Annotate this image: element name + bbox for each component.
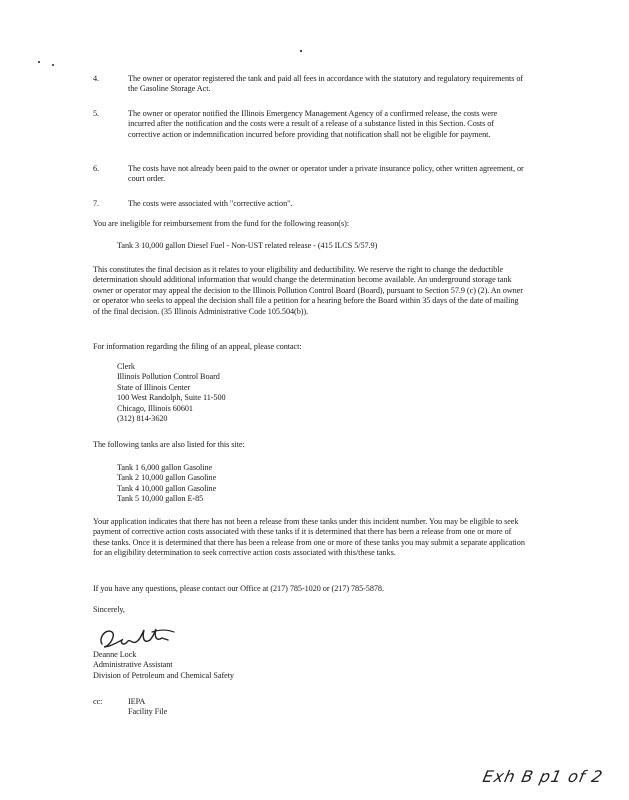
- contact-line: 100 West Randolph, Suite 11-500: [117, 393, 226, 403]
- tank-item: Tank 2 10,000 gallon Gasoline: [117, 473, 217, 483]
- item-text: The owner or operator registered the tank and paid all fees in accordance with the statutory and regulatory requirements of the Gasoline Storage Act.: [128, 74, 524, 94]
- tank-list: [117, 463, 517, 505]
- handwritten-exhibit-note: Exh B p1 of 2: [480, 767, 606, 786]
- tank-item: Tank 5 10,000 gallon E-85: [117, 494, 204, 504]
- item-text: The costs were associated with "corrective action".: [128, 199, 293, 208]
- contact-line: Illinois Pollution Control Board: [117, 372, 220, 382]
- cc-item: IEPA: [128, 697, 146, 706]
- contact-line: State of Illinois Center: [117, 382, 191, 392]
- scan-speck: [38, 61, 40, 63]
- signature-block: [93, 650, 234, 681]
- scan-speck: [52, 64, 54, 66]
- contact-line: Chicago, Illinois 60601: [117, 403, 193, 413]
- appeal-intro: For information regarding the filing of an appeal, please contact:: [93, 342, 302, 351]
- cc-label: cc:: [93, 697, 103, 706]
- final-decision-paragraph: This constitutes the final decision as it relates to your eligibility and deductibility. We reserve the right to change the deductible determination should additional information that would change the determination become available. An underground storage tank owner or operator may appeal the decision to the Illinois Pollution Control Board (Board), pursuant to Section 57.9 (c) (2). An owner or operator who seeks to appeal the decision shall file a petition for a hearing before the Board within 35 days of the date of mailing of the final decision. (35 Illinois Administrative Code 105.504(b)).: [93, 265, 523, 316]
- contact-line: Clerk: [117, 362, 135, 371]
- scan-speck: [300, 50, 302, 52]
- ineligible-reason: Tank 3 10,000 gallon Diesel Fuel - Non-UST related release - (415 ILCS 5/57.9): [117, 241, 378, 250]
- closing: Sincerely,: [93, 605, 125, 614]
- handwritten-signature: [96, 620, 186, 652]
- ineligible-intro: You are ineligible for reimbursement from the fund for the following reason(s):: [93, 219, 350, 228]
- item-number: 7.: [93, 199, 100, 208]
- tank-item: Tank 1 6,000 gallon Gasoline: [117, 463, 213, 472]
- cc-item: Facility File: [128, 707, 168, 717]
- item-text: The costs have not already been paid to the owner or operator under a private insurance policy, other written agreement, or court order.: [128, 164, 524, 184]
- tanks-intro: The following tanks are also listed for this site:: [93, 440, 245, 449]
- signer-name: Deanne Lock: [93, 650, 137, 659]
- contact-line: (312) 814-3620: [117, 414, 168, 424]
- item-text: The owner or operator notified the Illinois Emergency Management Agency of a confirmed release, the costs were incurred after the notification and the costs were a result of a release of a substance listed in this Section. Costs of corrective action or indemnification incurred before providing that notification shall not be eligible for payment.: [128, 109, 498, 139]
- cc-list: [128, 697, 167, 718]
- application-paragraph: Your application indicates that there has not been a release from these tanks under this incident number. You may be eligible to seek payment of corrective action costs associated with these tanks if it is determined that there has been a release from one or more of these tanks. Once it is determined that there has been a release from one or more of these tanks you may submit a separate application for an eligibility determination to seek corrective action costs associated with this/these tanks.: [93, 517, 525, 558]
- signer-division: Division of Petroleum and Chemical Safety: [93, 670, 234, 680]
- tank-item: Tank 4 10,000 gallon Gasoline: [117, 483, 217, 493]
- item-number: 6.: [93, 164, 100, 173]
- item-number: 5.: [93, 109, 100, 118]
- signer-title: Administrative Assistant: [93, 660, 173, 670]
- questions-line: If you have any questions, please contact our Office at (217) 785-1020 or (217) 785-5878.: [93, 584, 384, 593]
- item-number: 4.: [93, 74, 100, 83]
- contact-address: [117, 362, 517, 424]
